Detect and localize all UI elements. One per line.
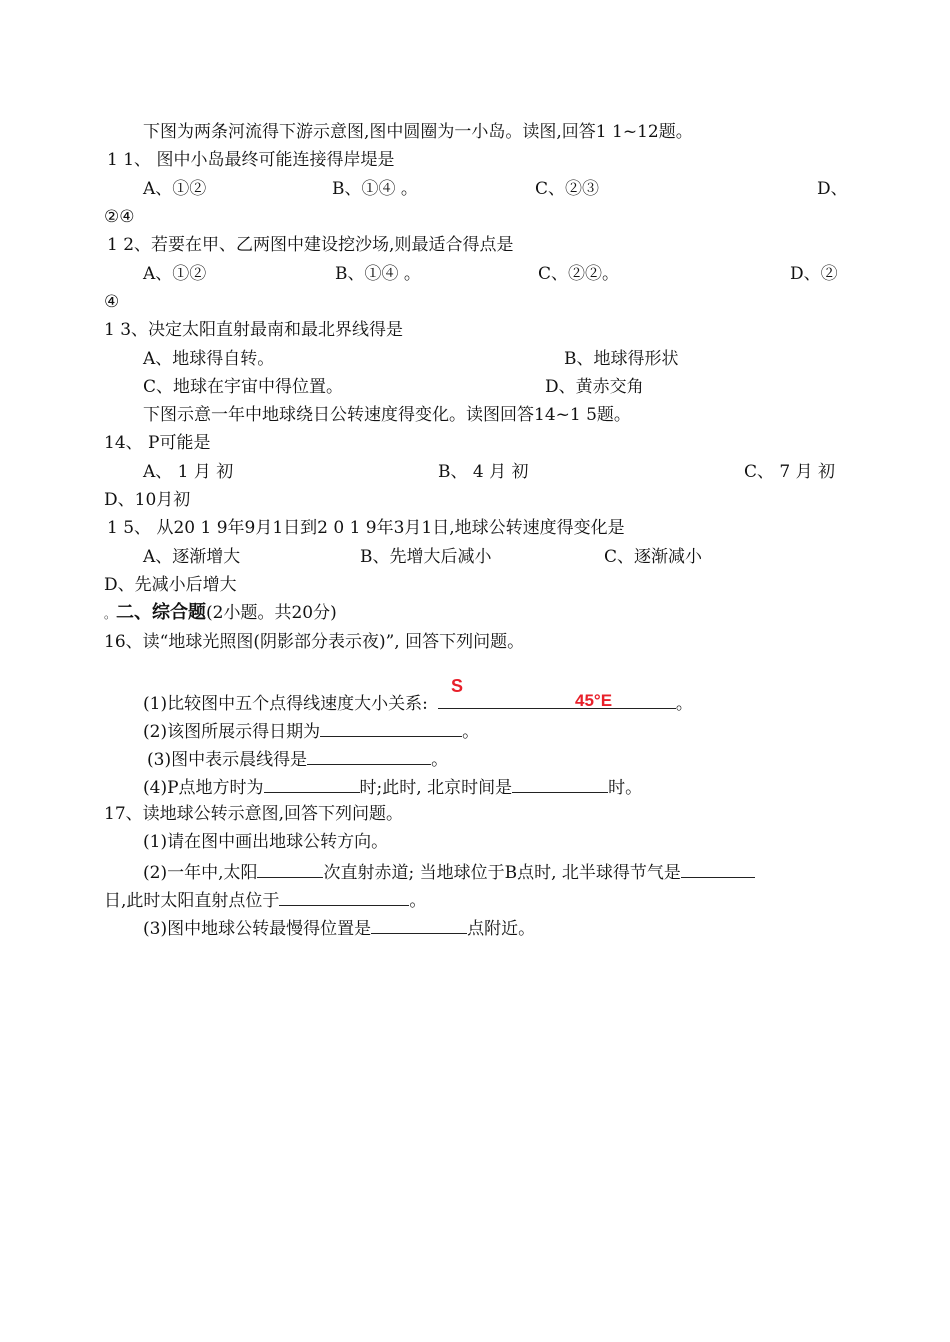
q17-part-2-end: 。 — [409, 891, 427, 911]
q16-part-2-blank[interactable] — [320, 718, 462, 737]
q12-option-a: A、①② — [143, 264, 207, 284]
q17-part-3-text-b: 点附近。 — [467, 919, 536, 939]
q16-part-4-text-a: (4)P点地方时为 — [143, 778, 264, 798]
q12-option-c: C、②②。 — [538, 264, 620, 284]
q13-option-c: C、地球在宇宙中得位置。 — [143, 377, 344, 397]
q16-part-1 — [143, 690, 693, 715]
q17-part-2-blank-1[interactable] — [257, 859, 323, 878]
q17-stem: 17、读地球公转示意图,回答下列问题。 — [104, 804, 404, 824]
q12-option-b: B、①④ 。 — [335, 264, 421, 284]
label-45e: 45°E — [575, 691, 613, 710]
q13-option-b: B、地球得形状 — [564, 349, 679, 369]
q16-part-4-end: 时。 — [608, 778, 643, 798]
q11-option-a: A、①② — [143, 179, 207, 199]
intro-text-1: 下图为两条河流得下游示意图,图中圆圈为一小岛。读图,回答1 1~12题。 — [143, 122, 693, 142]
q14-option-c: C、 7 月 初 — [744, 462, 836, 482]
q13-stem: 1 3、决定太阳直射最南和最北界线得是 — [104, 320, 404, 340]
q14-option-a: A、 1 月 初 — [143, 462, 234, 482]
q16-part-4-blank-2[interactable] — [512, 774, 608, 793]
q17-part-2-text-c: 日,此时太阳直射点位于 — [104, 891, 280, 911]
q12-option-d-continued: ④ — [104, 292, 120, 312]
q16-part-4 — [143, 774, 642, 799]
q17-part-2-blank-3[interactable] — [279, 887, 409, 906]
intro-text-2: 下图示意一年中地球绕日公转速度得变化。读图回答14~1 5题。 — [143, 405, 631, 425]
q16-part-3-end: 。 — [431, 750, 449, 770]
q17-part-2-text-a: (2)一年中,太阳 — [143, 863, 258, 883]
q16-part-3 — [147, 746, 448, 771]
q16-part-3-text: (3)图中表示晨线得是 — [147, 750, 308, 770]
q13-option-a: A、地球得自转。 — [143, 349, 275, 369]
section-2-note: (2小题。共20分) — [206, 603, 337, 623]
q11-option-c: C、②③ — [535, 179, 600, 199]
q16-part-1-blank[interactable] — [438, 690, 676, 709]
q17-part-3-text-a: (3)图中地球公转最慢得位置是 — [143, 919, 372, 939]
section-2-title: 二、综合题 — [116, 602, 207, 623]
q16-part-4-text-b: 时;此时, 北京时间是 — [359, 778, 513, 798]
q12-stem: 1 2、若要在甲、乙两图中建设挖沙场,则最适合得点是 — [107, 235, 514, 255]
q11-option-b: B、①④ 。 — [332, 179, 418, 199]
q16-part-2 — [143, 718, 479, 743]
q15-option-c: C、逐渐减小 — [604, 547, 703, 567]
q14-stem: 14、 P可能是 — [104, 433, 211, 453]
q11-option-d-continued: ②④ — [104, 207, 135, 227]
section-2-mark: 。 — [104, 607, 117, 621]
q14-option-b: B、 4 月 初 — [438, 462, 529, 482]
q16-part-1-text: (1)比较图中五个点得线速度大小关系: — [143, 694, 428, 714]
q17-part-2 — [143, 859, 755, 884]
label-s: S — [451, 676, 464, 696]
q15-stem: 1 5、 从20 1 9年9月1日到2 0 1 9年3月1日,地球公转速度得变化是 — [107, 518, 625, 538]
q11-option-d: D、 — [817, 179, 848, 199]
q16-part-1-end: 。 — [675, 694, 693, 714]
q11-stem: 1 1、 图中小岛最终可能连接得岸堤是 — [107, 150, 395, 170]
q14-option-d: D、10月初 — [104, 490, 191, 510]
q17-part-3-blank[interactable] — [371, 915, 467, 934]
q16-part-3-blank[interactable] — [307, 746, 431, 765]
q17-part-2-blank-2[interactable] — [681, 859, 755, 878]
q17-part-2-continued — [104, 887, 426, 912]
q16-stem: 16、读“地球光照图(阴影部分表示夜)”, 回答下列问题。 — [104, 632, 525, 652]
q17-part-1: (1)请在图中画出地球公转方向。 — [143, 832, 389, 852]
q16-part-4-blank-1[interactable] — [264, 774, 360, 793]
section-2-heading — [104, 602, 337, 625]
q16-part-2-end: 。 — [462, 722, 480, 742]
q13-option-d: D、黄赤交角 — [545, 377, 644, 397]
q17-part-2-text-b: 次直射赤道; 当地球位于B点时, 北半球得节气是 — [323, 863, 681, 883]
q17-part-3 — [143, 915, 535, 940]
q15-option-b: B、先增大后减小 — [360, 547, 492, 567]
q15-option-a: A、逐渐增大 — [143, 547, 241, 567]
q15-option-d: D、先减小后增大 — [104, 575, 237, 595]
q12-option-d: D、② — [790, 264, 838, 284]
q16-part-2-text: (2)该图所展示得日期为 — [143, 722, 321, 742]
